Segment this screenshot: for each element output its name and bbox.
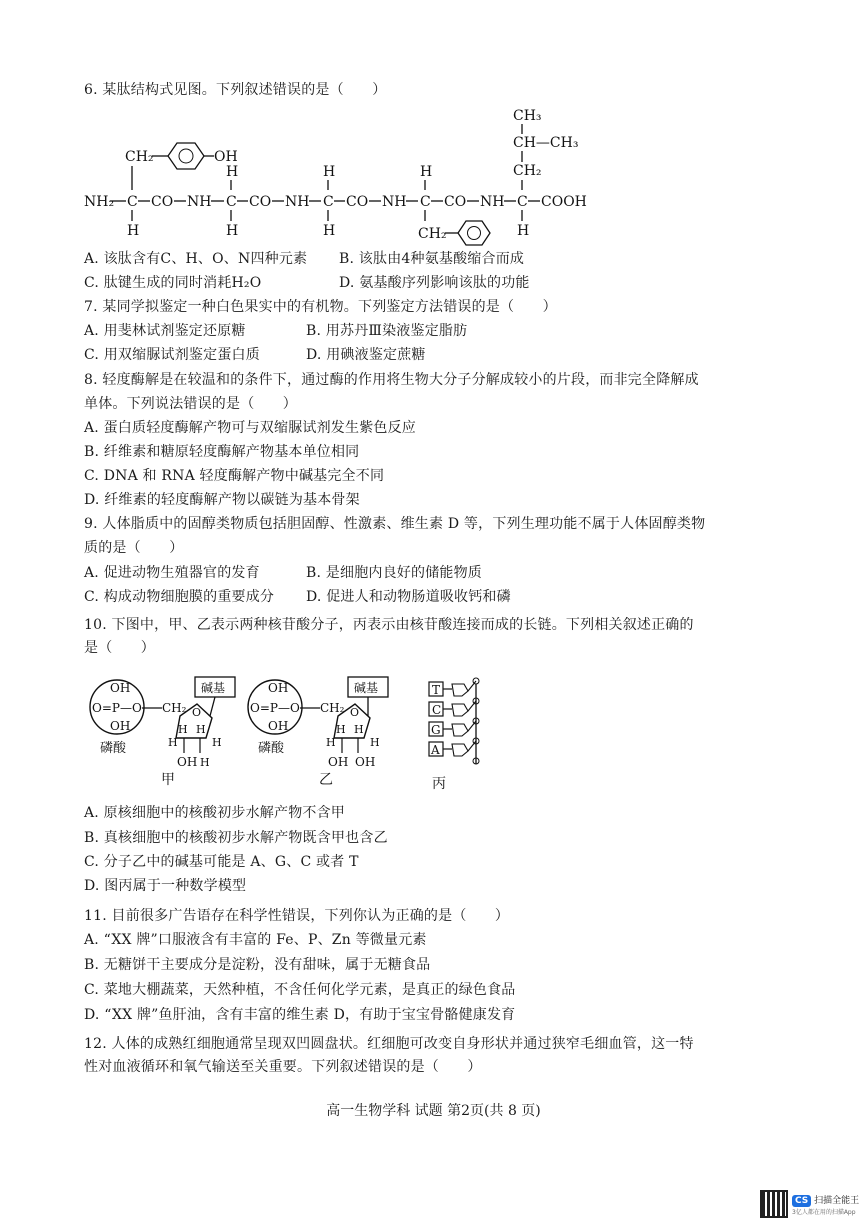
q8-stem-line2: 单体。下列说法错误的是（ ） (84, 396, 297, 412)
q7-option-d: D. 用碘液鉴定蔗糖 (306, 347, 426, 363)
svg-text:H: H (517, 223, 530, 239)
q10-option-b: B. 真核细胞中的核酸初步水解产物既含甲也含乙 (84, 830, 388, 846)
svg-text:CH₂: CH₂ (320, 701, 345, 715)
chain-base-3: G (431, 723, 441, 737)
c-terminus: COOH (541, 194, 587, 210)
svg-text:H: H (127, 223, 140, 239)
svg-text:CO: CO (346, 194, 369, 210)
q8-option-c: C. DNA 和 RNA 轻度酶解产物中碱基完全不同 (84, 468, 385, 484)
svg-text:NH: NH (285, 194, 310, 210)
q10-option-c: C. 分子乙中的碱基可能是 A、G、C 或者 T (84, 854, 359, 870)
svg-text:H: H (200, 756, 210, 769)
phe-ch2: CH₂ (418, 226, 447, 242)
nucleotide-jia (90, 677, 235, 788)
q7-option-a: A. 用斐林试剂鉴定还原糖 (84, 323, 246, 339)
svg-text:C: C (323, 194, 334, 210)
q11-stem: 11. 目前很多广告语存在科学性错误，下列你认为正确的是（ ） (84, 908, 510, 924)
q11-option-b: B. 无糖饼干主要成分是淀粉，没有甜味，属于无糖食品 (84, 957, 431, 973)
q8-option-a: A. 蛋白质轻度酶解产物可与双缩脲试剂发生紫色反应 (84, 420, 417, 436)
label-bing: 丙 (432, 776, 446, 792)
q11-option-c: C. 菜地大棚蔬菜，天然种植，不含任何化学元素，是真正的绿色食品 (84, 982, 516, 998)
q11-option-a: A. “XX 牌”口服液含有丰富的 Fe、P、Zn 等微量元素 (84, 932, 427, 948)
svg-text:CO: CO (444, 194, 467, 210)
q9-option-c: C. 构成动物细胞膜的重要成分 (84, 589, 275, 605)
svg-text:H: H (323, 223, 336, 239)
q8-option-b: B. 纤维素和糖原轻度酶解产物基本单位相同 (84, 444, 360, 460)
n-terminus: NH₂ (84, 194, 115, 210)
svg-text:OH: OH (110, 681, 131, 695)
q9-stem-line2: 质的是（ ） (84, 540, 184, 556)
q6-option-d: D. 氨基酸序列影响该肽的功能 (339, 275, 530, 291)
svg-text:O=P—O: O=P—O (250, 701, 300, 715)
svg-text:OH: OH (110, 719, 131, 733)
svg-text:O: O (192, 706, 202, 719)
svg-text:碱基: 碱基 (354, 681, 379, 695)
svg-text:OH: OH (355, 755, 376, 769)
phosphate-label-yi: 磷酸 (258, 741, 285, 756)
leu-ch: CH—CH₃ (513, 135, 579, 151)
q7-option-c: C. 用双缩脲试剂鉴定蛋白质 (84, 347, 260, 363)
svg-text:OH: OH (268, 719, 289, 733)
q7-stem: 7. 某同学拟鉴定一种白色果实中的有机物。下列鉴定方法错误的是（ ） (84, 299, 557, 315)
leu-ch3-top: CH₃ (513, 108, 542, 124)
svg-text:C: C (420, 194, 431, 210)
label-yi: 乙 (319, 772, 333, 788)
q10-stem-line1: 10. 下图中，甲、乙表示两种核苷酸分子，丙表示由核苷酸连接而成的长链。下列相关叙述正确的 (84, 617, 694, 633)
nucleotide-chain-bing (429, 678, 479, 792)
q6-option-c: C. 肽键生成的同时消耗H₂O (84, 275, 262, 291)
chain-base-2: C (432, 703, 442, 717)
svg-text:H: H (326, 736, 336, 749)
q12-stem-line1: 12. 人体的成熟红细胞通常呈现双凹圆盘状。红细胞可改变自身形状并通过狭窄毛细血管，这一特 (84, 1036, 694, 1052)
svg-text:H: H (420, 164, 433, 180)
q8-option-d: D. 纤维素的轻度酶解产物以碳链为基本骨架 (84, 492, 360, 508)
nucleotide-yi (248, 677, 388, 788)
svg-text:NH: NH (480, 194, 505, 210)
q6-stem: 6. 某肽结构式见图。下列叙述错误的是（ ） (84, 82, 387, 98)
svg-text:H: H (226, 223, 239, 239)
q6-option-a: A. 该肽含有C、H、O、N四种元素 (84, 251, 308, 267)
q8-stem-line1: 8. 轻度酶解是在较温和的条件下，通过酶的作用将生物大分子分解成较小的片段，而非完全降解成 (84, 372, 699, 388)
q10-stem-line2: 是（ ） (84, 640, 155, 656)
label-jia: 甲 (161, 772, 175, 788)
svg-text:O=P—O: O=P—O (92, 701, 142, 715)
qr-code-icon (760, 1190, 788, 1218)
svg-text:H: H (336, 723, 346, 736)
svg-text:CH₂: CH₂ (162, 701, 187, 715)
svg-text:C: C (226, 194, 237, 210)
page-footer: 高一生物学科 试题 第2页(共 8 页) (326, 1103, 541, 1119)
svg-text:H: H (323, 164, 336, 180)
svg-text:CO: CO (151, 194, 174, 210)
q12-stem-line2: 性对血液循环和氧气输送至关重要。下列叙述错误的是（ ） (84, 1059, 482, 1075)
svg-text:C: C (517, 194, 528, 210)
svg-text:H: H (354, 723, 364, 736)
svg-text:OH: OH (268, 681, 289, 695)
tyr-oh: OH (214, 149, 238, 165)
scanner-text: CS 扫描全能王 3亿人都在用的扫描App (792, 1195, 860, 1216)
svg-text:碱基: 碱基 (201, 681, 226, 695)
q11-option-d: D. “XX 牌”鱼肝油，含有丰富的维生素 D，有助于宝宝骨骼健康发育 (84, 1007, 516, 1023)
q6-option-b: B. 该肽由4种氨基酸缩合而成 (339, 251, 525, 267)
chain-base-4: A (431, 743, 440, 757)
svg-text:CO: CO (249, 194, 272, 210)
q9-option-b: B. 是细胞内良好的储能物质 (306, 565, 482, 581)
tyr-ch2: CH₂ (125, 149, 154, 165)
cs-logo-icon: CS (792, 1195, 811, 1207)
svg-text:H: H (168, 736, 178, 749)
svg-text:OH: OH (328, 755, 349, 769)
q7-option-b: B. 用苏丹Ⅲ染液鉴定脂肪 (306, 323, 468, 339)
q9-stem-line1: 9. 人体脂质中的固醇类物质包括胆固醇、性激素、维生素 D 等，下列生理功能不属于人体固醇类物 (84, 516, 706, 532)
svg-text:H: H (370, 736, 380, 749)
q9-option-d: D. 促进人和动物肠道吸收钙和磷 (306, 589, 511, 605)
q10-option-a: A. 原核细胞中的核酸初步水解产物不含甲 (84, 805, 346, 821)
scanner-badge (760, 1188, 860, 1220)
svg-text:H: H (196, 723, 206, 736)
svg-text:C: C (127, 194, 138, 210)
svg-text:NH: NH (187, 194, 212, 210)
svg-text:H: H (226, 164, 239, 180)
svg-text:OH: OH (177, 755, 198, 769)
q10-option-d: D. 图丙属于一种数学模型 (84, 878, 247, 894)
svg-text:H: H (212, 736, 222, 749)
svg-text:H: H (178, 723, 188, 736)
chain-base-1: T (432, 683, 441, 697)
svg-text:NH: NH (382, 194, 407, 210)
svg-text:O: O (350, 706, 360, 719)
phosphate-label-jia: 磷酸 (100, 741, 127, 756)
q9-option-a: A. 促进动物生殖器官的发育 (84, 565, 260, 581)
leu-ch2: CH₂ (513, 163, 542, 179)
